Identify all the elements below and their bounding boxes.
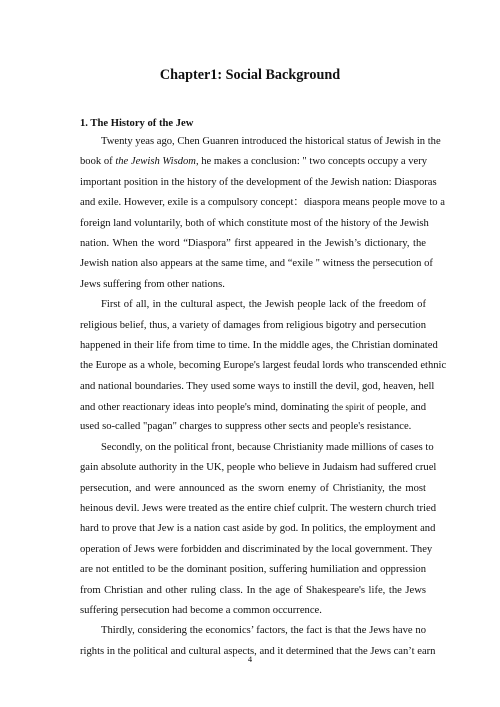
text-line [80, 397, 426, 417]
text-run: book of [80, 156, 116, 168]
text-line: nation. When the word “Diaspora” first appeared in the Jewish’s dictionary, the [80, 237, 426, 249]
chapter-title: Chapter1: Social Background [159, 67, 341, 83]
text-run: and other reactionary ideas into people's mind, dominating [80, 402, 332, 414]
text-line: Secondly, on the political front, because Christianity made millions of cases to [101, 441, 434, 453]
text-line: and exile. However, exile is a compulsory concept：diaspora means people move to a [80, 197, 445, 209]
text-line: from Christian and other ruling class. In the age of Shakespeare's life, the Jews [80, 584, 426, 596]
text-line: suffering persecution had become a common occurrence. [80, 604, 322, 616]
text-line: Jewish nation also appears at the same time, and “exile " witness the persecution of [80, 258, 433, 270]
body-text [80, 132, 447, 662]
text-line: Thirdly, considering the economics’ factors, the fact is that the Jews have no [101, 625, 426, 637]
text-line: the Europe as a whole, becoming Europe's largest feudal lords who transcended ethnic [80, 360, 447, 372]
text-line: are not entitled to be the dominant position, suffering humiliation and oppression [80, 564, 426, 576]
paragraph-2 [80, 295, 447, 438]
text-line: Jews suffering from other nations. [80, 278, 225, 290]
text-line: persecution, and were announced as the sworn enemy of Christianity, the most [80, 482, 426, 494]
text-run: , he makes a conclusion: " two concepts occupy a very [195, 156, 428, 168]
text-line: heinous devil. Jews were treated as the entire chief culprit. The western church tried [80, 503, 437, 515]
text-line: operation of Jews were forbidden and discriminated by the local government. They [80, 543, 433, 555]
paragraph-1 [80, 132, 445, 295]
text-line: rights in the political and cultural aspects, and it determined that the Jews can’t earn [80, 645, 436, 657]
paragraph-3 [80, 438, 437, 622]
section-heading: 1. The History of the Jew [80, 118, 194, 129]
text-line: foreign land voluntarily, both of which constitute most of the history of the Jewish [80, 217, 429, 229]
text-run: the spirit of [331, 402, 375, 413]
text-line: Twenty yeas ago, Chen Guanren introduced the historical status of Jewish in the [101, 136, 441, 147]
page-number: 4 [247, 654, 253, 664]
text-line: religious belief, thus, a variety of damages from religious bigotry and persecution [80, 319, 426, 331]
text-line: used so-called "pagan" charges to suppress other sects and people's resistance. [80, 421, 412, 433]
text-line: gain absolute authority in the UK, people who believe in Judaism had suffered cruel [80, 462, 437, 474]
text-line: and national boundaries. They used some ways to instill the devil, god, heaven, hell [80, 380, 435, 392]
text-line: First of all, in the cultural aspect, the Jewish people lack of the freedom of [101, 299, 426, 311]
text-run: people, and [374, 402, 427, 414]
text-line: important position in the history of the development of the Jewish nation: Diasporas [80, 176, 437, 188]
text-line: hard to prove that Jew is a nation cast aside by god. In politics, the employment and [80, 523, 436, 535]
text-line: happened in their life from time to time. In the middle ages, the Christian dominated [80, 339, 438, 351]
text-line [80, 152, 426, 172]
book-title: the Jewish Wisdom [115, 156, 196, 168]
